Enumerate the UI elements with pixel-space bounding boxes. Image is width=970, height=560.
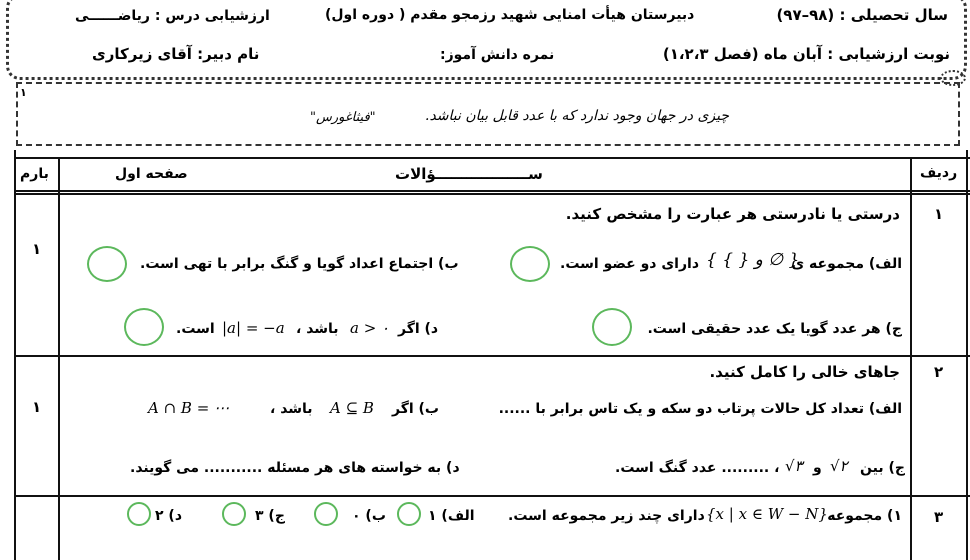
q3-text-suffix: دارای چند زیر مجموعه است. xyxy=(508,508,705,524)
q1-b: ب) اجتماع اعداد گویا و گنگ برابر با تهی است. xyxy=(140,256,459,272)
q3-option-a-circle[interactable] xyxy=(397,502,421,526)
q2-c-sqrt3: √۳ xyxy=(785,457,803,475)
table-header-bottom-2 xyxy=(14,193,970,195)
q3-option-a: الف) ۱ xyxy=(428,508,475,524)
q3-option-c-circle[interactable] xyxy=(222,502,246,526)
header-row-number: ردیف xyxy=(920,165,958,181)
quote-author: "فیثاغورس" xyxy=(310,110,376,125)
q1-b-answer-circle[interactable] xyxy=(87,246,127,282)
table-left-border xyxy=(14,150,16,560)
rowno-col-border xyxy=(910,157,912,560)
header-questions: ســــــــــــــــــؤالات xyxy=(395,165,543,183)
q3-option-b: ب) ۰ xyxy=(352,508,386,524)
school-year: سال تحصیلی : (۹۸–۹۷) xyxy=(776,6,948,24)
q1-a-set: { { } و ∅ } xyxy=(706,250,800,270)
q1-a-suffix: دارای دو عضو است. xyxy=(560,256,700,272)
row1-bottom xyxy=(14,355,970,357)
school-name: دبیرستان هیأت امنایی شهید رزمجو مقدم ( دوره اول) xyxy=(325,7,695,23)
q3-text-prefix: ۱) مجموعه xyxy=(827,508,902,524)
table-header-bottom xyxy=(14,190,970,192)
q2-d: د) به خواسته های هر مسئله ........... می گویند. xyxy=(130,460,460,476)
subject-label: ارزشیابی درس : ریاضــــــی xyxy=(75,8,270,24)
teacher-name: نام دبیر: آقای زیرکاری xyxy=(92,45,260,63)
score-col-border xyxy=(58,157,60,560)
q2-c-sqrt2: √۲ xyxy=(830,457,848,475)
q1-d-mid: باشد ، xyxy=(296,321,339,337)
q3-option-c: ج) ۳ xyxy=(255,508,285,524)
q3-set: {x | x ∈ W − N} xyxy=(706,505,828,523)
q1-c-answer-circle[interactable] xyxy=(592,308,632,346)
q2-number: ۲ xyxy=(934,363,944,381)
q1-number: ۱ xyxy=(934,205,944,223)
q2-c-suffix: ، ......... عدد گنگ است. xyxy=(615,460,780,476)
q2-title: جاهای خالی را کامل کنید. xyxy=(709,363,900,381)
q1-d-answer-circle[interactable] xyxy=(124,308,164,346)
q3-number: ۳ xyxy=(934,508,944,526)
q3-option-d-circle[interactable] xyxy=(127,502,151,526)
q1-d-math2: |a| = −a xyxy=(222,319,285,337)
q2-b-mid: باشد ، xyxy=(270,401,313,417)
quote-text: چیزی در جهان وجود ندارد که با عدد قابل بیان نباشد. xyxy=(425,108,730,124)
row2-bottom xyxy=(14,495,970,497)
q1-d-prefix: د) اگر xyxy=(398,321,439,337)
q2-b-math2: A ∩ B = ⋯ xyxy=(148,399,230,417)
header-score: بارم xyxy=(20,166,49,182)
q1-d-math: a > ۰ xyxy=(350,319,390,337)
corner-mark: ۱ xyxy=(20,86,27,99)
q1-d-suffix: است. xyxy=(176,321,215,337)
student-grade-label: نمره دانش آموز: xyxy=(440,47,555,63)
table-right-border xyxy=(966,150,968,560)
q2-c-and: و xyxy=(813,460,822,476)
exam-turn: نوبت ارزشیابی : آبان ماه (فصل ۱،۲،۳) xyxy=(662,45,950,63)
q2-b-prefix: ب) اگر xyxy=(392,401,439,417)
header-page: صفحه اول xyxy=(115,166,188,182)
q1-c: ج) هر عدد گویا یک عدد حقیقی است. xyxy=(647,321,902,337)
q1-a-prefix: الف) مجموعه ی xyxy=(791,256,902,272)
q3-option-d: د) ۲ xyxy=(155,508,183,524)
q2-score: ۱ xyxy=(32,398,42,416)
q2-a: الف) تعداد کل حالات پرتاب دو سکه و یک تاس برابر با ...... xyxy=(498,401,902,417)
q1-title: درستی یا نادرستی هر عبارت را مشخص کنید. xyxy=(565,205,900,223)
q1-score: ۱ xyxy=(32,240,42,258)
table-top-border xyxy=(14,157,970,159)
q2-b-math: A ⊆ B xyxy=(330,399,374,417)
q1-a-answer-circle[interactable] xyxy=(510,246,550,282)
q3-option-b-circle[interactable] xyxy=(314,502,338,526)
q2-c-prefix: ج) بین xyxy=(860,460,905,476)
